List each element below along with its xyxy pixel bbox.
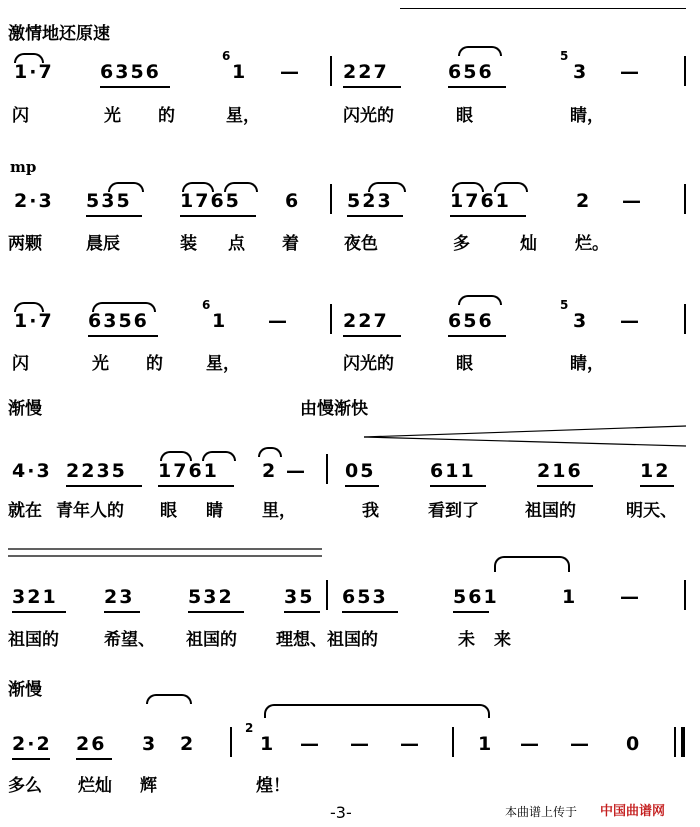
upload-credit: 本曲谱上传于 bbox=[505, 805, 578, 819]
lyric: 装 bbox=[180, 234, 197, 254]
beam bbox=[66, 485, 142, 487]
lyric: 晨辰 bbox=[86, 234, 120, 254]
note-group: 1·7 bbox=[14, 61, 54, 83]
lyric: 夜色 bbox=[344, 234, 378, 254]
note-group: 532 bbox=[188, 586, 234, 608]
note-group: 3 bbox=[573, 310, 589, 332]
beam bbox=[188, 611, 244, 613]
beam bbox=[12, 758, 50, 760]
note-group: 5 bbox=[560, 49, 571, 63]
tie bbox=[264, 704, 490, 718]
note-group: 523 bbox=[347, 190, 393, 212]
lyric: 辉 bbox=[140, 776, 157, 796]
tempo-mark: 由慢渐快 bbox=[300, 399, 368, 419]
tempo-mark: 激情地还原速 bbox=[8, 24, 110, 44]
lyric: 多么 bbox=[8, 776, 42, 796]
note-group: 26 bbox=[76, 733, 107, 755]
note-group: 656 bbox=[448, 61, 494, 83]
note-group: 23 bbox=[104, 586, 135, 608]
note-group: 6 bbox=[202, 298, 213, 312]
note-dash: — bbox=[620, 310, 641, 332]
lyric: 眼 bbox=[456, 106, 473, 126]
note-group: 321 bbox=[12, 586, 58, 608]
beam bbox=[537, 485, 593, 487]
lyric: 点 bbox=[228, 234, 245, 254]
lyric: 来 bbox=[494, 630, 511, 650]
note-group: 1 bbox=[562, 586, 578, 608]
note-group: 3 bbox=[573, 61, 589, 83]
lyric: 理想、祖国的 bbox=[276, 630, 378, 650]
barline bbox=[326, 454, 328, 484]
barline bbox=[230, 727, 232, 757]
lyric: 眼 bbox=[456, 354, 473, 374]
lyric: 祖国的 bbox=[525, 501, 576, 521]
note-group: 4·3 bbox=[12, 460, 52, 482]
lyric: 里， bbox=[262, 501, 296, 521]
note-group: 6356 bbox=[100, 61, 161, 83]
lyric: 睛， bbox=[570, 106, 604, 126]
note-group: 1 bbox=[232, 61, 248, 83]
note-group: 35 bbox=[284, 586, 315, 608]
note-dash: — bbox=[286, 460, 307, 482]
lyric: 明天、 bbox=[626, 501, 677, 521]
lyric: 闪 bbox=[12, 106, 29, 126]
note-group: 1 bbox=[478, 733, 494, 755]
note-dash: — bbox=[280, 61, 301, 83]
beam bbox=[104, 611, 140, 613]
lyric: 灿 bbox=[520, 234, 537, 254]
beam bbox=[342, 611, 398, 613]
tempo-mark: 渐慢 bbox=[8, 399, 42, 419]
barline bbox=[326, 580, 328, 610]
lyric: 烂。 bbox=[575, 234, 609, 254]
lyric: 煌！ bbox=[256, 776, 290, 796]
note-group: 2 bbox=[180, 733, 196, 755]
lyric: 闪光的 bbox=[343, 106, 394, 126]
beam bbox=[345, 485, 379, 487]
beam bbox=[284, 611, 320, 613]
note-group: 2 bbox=[576, 190, 592, 212]
barline bbox=[452, 727, 454, 757]
lyric: 看到了 bbox=[428, 501, 479, 521]
note-group: 0 bbox=[626, 733, 642, 755]
beam bbox=[12, 611, 66, 613]
site-logo: 中国曲谱网 bbox=[600, 804, 666, 819]
note-group: 1765 bbox=[180, 190, 241, 212]
lyric: 闪 bbox=[12, 354, 29, 374]
lyric: 两颗 bbox=[8, 234, 42, 254]
lyric: 睛， bbox=[570, 354, 604, 374]
note-group: 1761 bbox=[450, 190, 511, 212]
note-group: 2·2 bbox=[12, 733, 52, 755]
note-group: 2 bbox=[245, 721, 256, 735]
beam bbox=[76, 758, 112, 760]
lyric: 的 bbox=[158, 106, 175, 126]
lyric: 眼 bbox=[160, 501, 177, 521]
beam bbox=[158, 485, 234, 487]
tie bbox=[258, 447, 282, 457]
tempo-mark: 渐慢 bbox=[8, 680, 42, 700]
lyric: 希望、 bbox=[104, 630, 155, 650]
barline bbox=[684, 580, 686, 610]
lyric: 睛 bbox=[206, 501, 223, 521]
lyric: 光 bbox=[92, 354, 109, 374]
lyric: 星， bbox=[226, 106, 260, 126]
note-group: 12 bbox=[640, 460, 671, 482]
note-group: 5 bbox=[560, 298, 571, 312]
beam bbox=[640, 485, 674, 487]
note-group: 2235 bbox=[66, 460, 127, 482]
note-group: 227 bbox=[343, 310, 389, 332]
note-group: 1 bbox=[260, 733, 276, 755]
tie bbox=[160, 451, 192, 461]
note-dash: — bbox=[622, 190, 643, 212]
lyric: 着 bbox=[282, 234, 299, 254]
barline bbox=[681, 727, 685, 757]
note-group: 656 bbox=[448, 310, 494, 332]
lyric: 祖国的 bbox=[186, 630, 237, 650]
lyric: 祖国的 bbox=[8, 630, 59, 650]
page-number: -3- bbox=[330, 803, 352, 822]
note-dash: — bbox=[400, 733, 421, 755]
lyric: 的 bbox=[146, 354, 163, 374]
note-group: 6 bbox=[285, 190, 301, 212]
beam bbox=[430, 485, 486, 487]
lyric: 星， bbox=[206, 354, 240, 374]
note-group: 1 bbox=[212, 310, 228, 332]
note-dash: — bbox=[300, 733, 321, 755]
lyric: 我 bbox=[362, 501, 379, 521]
note-group: 05 bbox=[345, 460, 376, 482]
lyric: 闪光的 bbox=[343, 354, 394, 374]
note-group: 561 bbox=[453, 586, 499, 608]
tie bbox=[146, 694, 192, 704]
note-group: 1761 bbox=[158, 460, 219, 482]
tie bbox=[202, 451, 236, 461]
dynamic-mark: mp bbox=[10, 158, 37, 176]
lyric: 多 bbox=[453, 234, 470, 254]
note-dash: — bbox=[620, 61, 641, 83]
lyric: 青年人的 bbox=[56, 501, 124, 521]
note-dash: — bbox=[620, 586, 641, 608]
note-group: 653 bbox=[342, 586, 388, 608]
note-group: 227 bbox=[343, 61, 389, 83]
note-group: 2·3 bbox=[14, 190, 54, 212]
lyric: 烂灿 bbox=[78, 776, 112, 796]
note-dash: — bbox=[570, 733, 591, 755]
note-group: 2 bbox=[262, 460, 278, 482]
note-group: 6 bbox=[222, 49, 233, 63]
tie bbox=[494, 556, 570, 572]
note-dash: — bbox=[268, 310, 289, 332]
note-group: 1·7 bbox=[14, 310, 54, 332]
note-group: 611 bbox=[430, 460, 476, 482]
note-dash: — bbox=[520, 733, 541, 755]
lyric: 就在 bbox=[8, 501, 42, 521]
note-group: 6356 bbox=[88, 310, 149, 332]
barline bbox=[674, 727, 676, 757]
beam bbox=[453, 611, 489, 613]
note-group: 3 bbox=[142, 733, 158, 755]
note-group: 535 bbox=[86, 190, 132, 212]
lyric: 光 bbox=[104, 106, 121, 126]
note-dash: — bbox=[350, 733, 371, 755]
lyric: 未 bbox=[458, 630, 475, 650]
note-group: 216 bbox=[537, 460, 583, 482]
